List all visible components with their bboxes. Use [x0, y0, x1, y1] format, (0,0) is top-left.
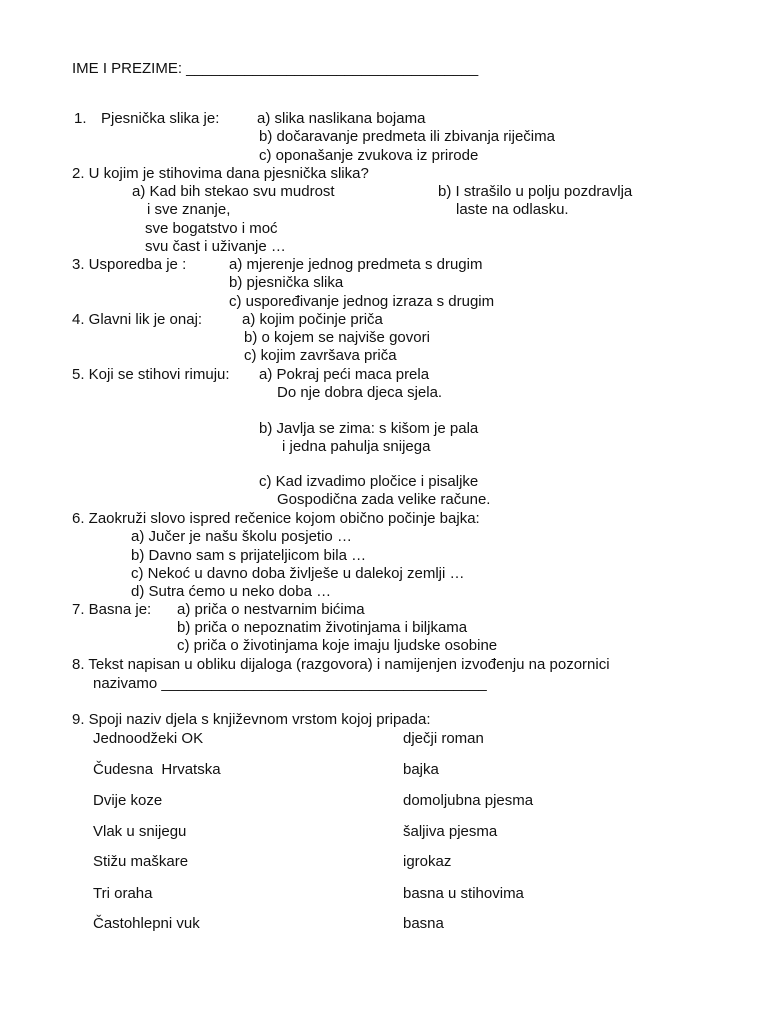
q8-line2: nazivamo _______________________________________ [93, 675, 487, 692]
q4-prompt: 4. Glavni lik je onaj: [72, 311, 203, 328]
q3-option-a: a) mjerenje jednog predmeta s drugim [229, 256, 483, 273]
q2-a-line: i sve znanje, [147, 201, 231, 218]
q6-option-b: b) Davno sam s prijateljicom bila … [131, 547, 367, 564]
q4-option-a: a) kojim počinje priča [242, 311, 383, 328]
q2-b-line: b) I strašilo u polju pozdravlja [438, 183, 633, 200]
q9-genre: šaljiva pjesma [403, 823, 498, 840]
q7-prompt: 7. Basna je: [72, 601, 152, 618]
q1-option-a: a) slika naslikana bojama [257, 110, 426, 127]
q9-genre: domoljubna pjesma [403, 792, 534, 809]
q2-b-line: laste na odlasku. [456, 201, 569, 218]
q5-option-c-line2: Gospodična zada velike račune. [277, 491, 491, 508]
q9-genre: bajka [403, 761, 439, 778]
q9-genre: igrokaz [403, 853, 452, 870]
q4-option-b: b) o kojem se najviše govori [244, 329, 430, 346]
q2-prompt: 2. U kojim je stihovima dana pjesnička slika? [72, 165, 369, 182]
q9-genre: dječji roman [403, 730, 484, 747]
q9-work: Vlak u snijegu [93, 823, 187, 840]
q7-option-b: b) priča o nepoznatim životinjama i biljkama [177, 619, 468, 636]
q5-option-a-line1: a) Pokraj peći maca prela [259, 366, 430, 383]
q5-option-b-line2: i jedna pahulja snijega [282, 438, 431, 455]
q9-work: Častohlepni vuk [93, 915, 200, 932]
q9-work: Čudesna Hrvatska [93, 761, 221, 778]
q9-work: Stižu maškare [93, 853, 189, 870]
q7-option-c: c) priča o životinjama koje imaju ljudske osobine [177, 637, 498, 654]
q6-option-c: c) Nekoć u davno doba življeše u dalekoj zemlji … [131, 565, 465, 582]
q2-a-line: svu čast i uživanje … [145, 238, 286, 255]
q6-option-a: a) Jučer je našu školu posjetio … [131, 528, 352, 545]
q1-number: 1. [74, 110, 87, 127]
q1-option-c: c) oponašanje zvukova iz prirode [259, 147, 479, 164]
q8-line1: 8. Tekst napisan u obliku dijaloga (razgovora) i namijenjen izvođenju na pozornici [72, 656, 610, 673]
q5-option-c-line1: c) Kad izvadimo pločice i pisaljke [259, 473, 479, 490]
name-line: IME I PREZIME: ___________________________________ [72, 60, 479, 77]
q9-genre: basna [403, 915, 444, 932]
q5-option-b-line1: b) Javlja se zima: s kišom je pala [259, 420, 479, 437]
q9-work: Tri oraha [93, 885, 153, 902]
q6-prompt: 6. Zaokruži slovo ispred rečenice kojom obično počinje bajka: [72, 510, 480, 527]
q3-prompt: 3. Usporedba je : [72, 256, 187, 273]
q3-option-c: c) uspoređivanje jednog izraza s drugim [229, 293, 495, 310]
q2-a-line: sve bogatstvo i moć [145, 220, 278, 237]
q3-option-b: b) pjesnička slika [229, 274, 344, 291]
q4-option-c: c) kojim završava priča [244, 347, 397, 364]
q9-genre: basna u stihovima [403, 885, 524, 902]
q9-prompt: 9. Spoji naziv djela s književnom vrstom kojoj pripada: [72, 711, 431, 728]
q7-option-a: a) priča o nestvarnim bićima [177, 601, 365, 618]
q2-a-line: a) Kad bih stekao svu mudrost [132, 183, 335, 200]
q6-option-d: d) Sutra ćemo u neko doba … [131, 583, 332, 600]
q5-prompt: 5. Koji se stihovi rimuju: [72, 366, 230, 383]
q5-option-a-line2: Do nje dobra djeca sjela. [277, 384, 443, 401]
q9-work: Dvije koze [93, 792, 163, 809]
q9-work: Jednoodžeki OK [93, 730, 204, 747]
q1-option-b: b) dočaravanje predmeta ili zbivanja riječima [259, 128, 555, 145]
q1-prompt: Pjesnička slika je: [101, 110, 220, 127]
